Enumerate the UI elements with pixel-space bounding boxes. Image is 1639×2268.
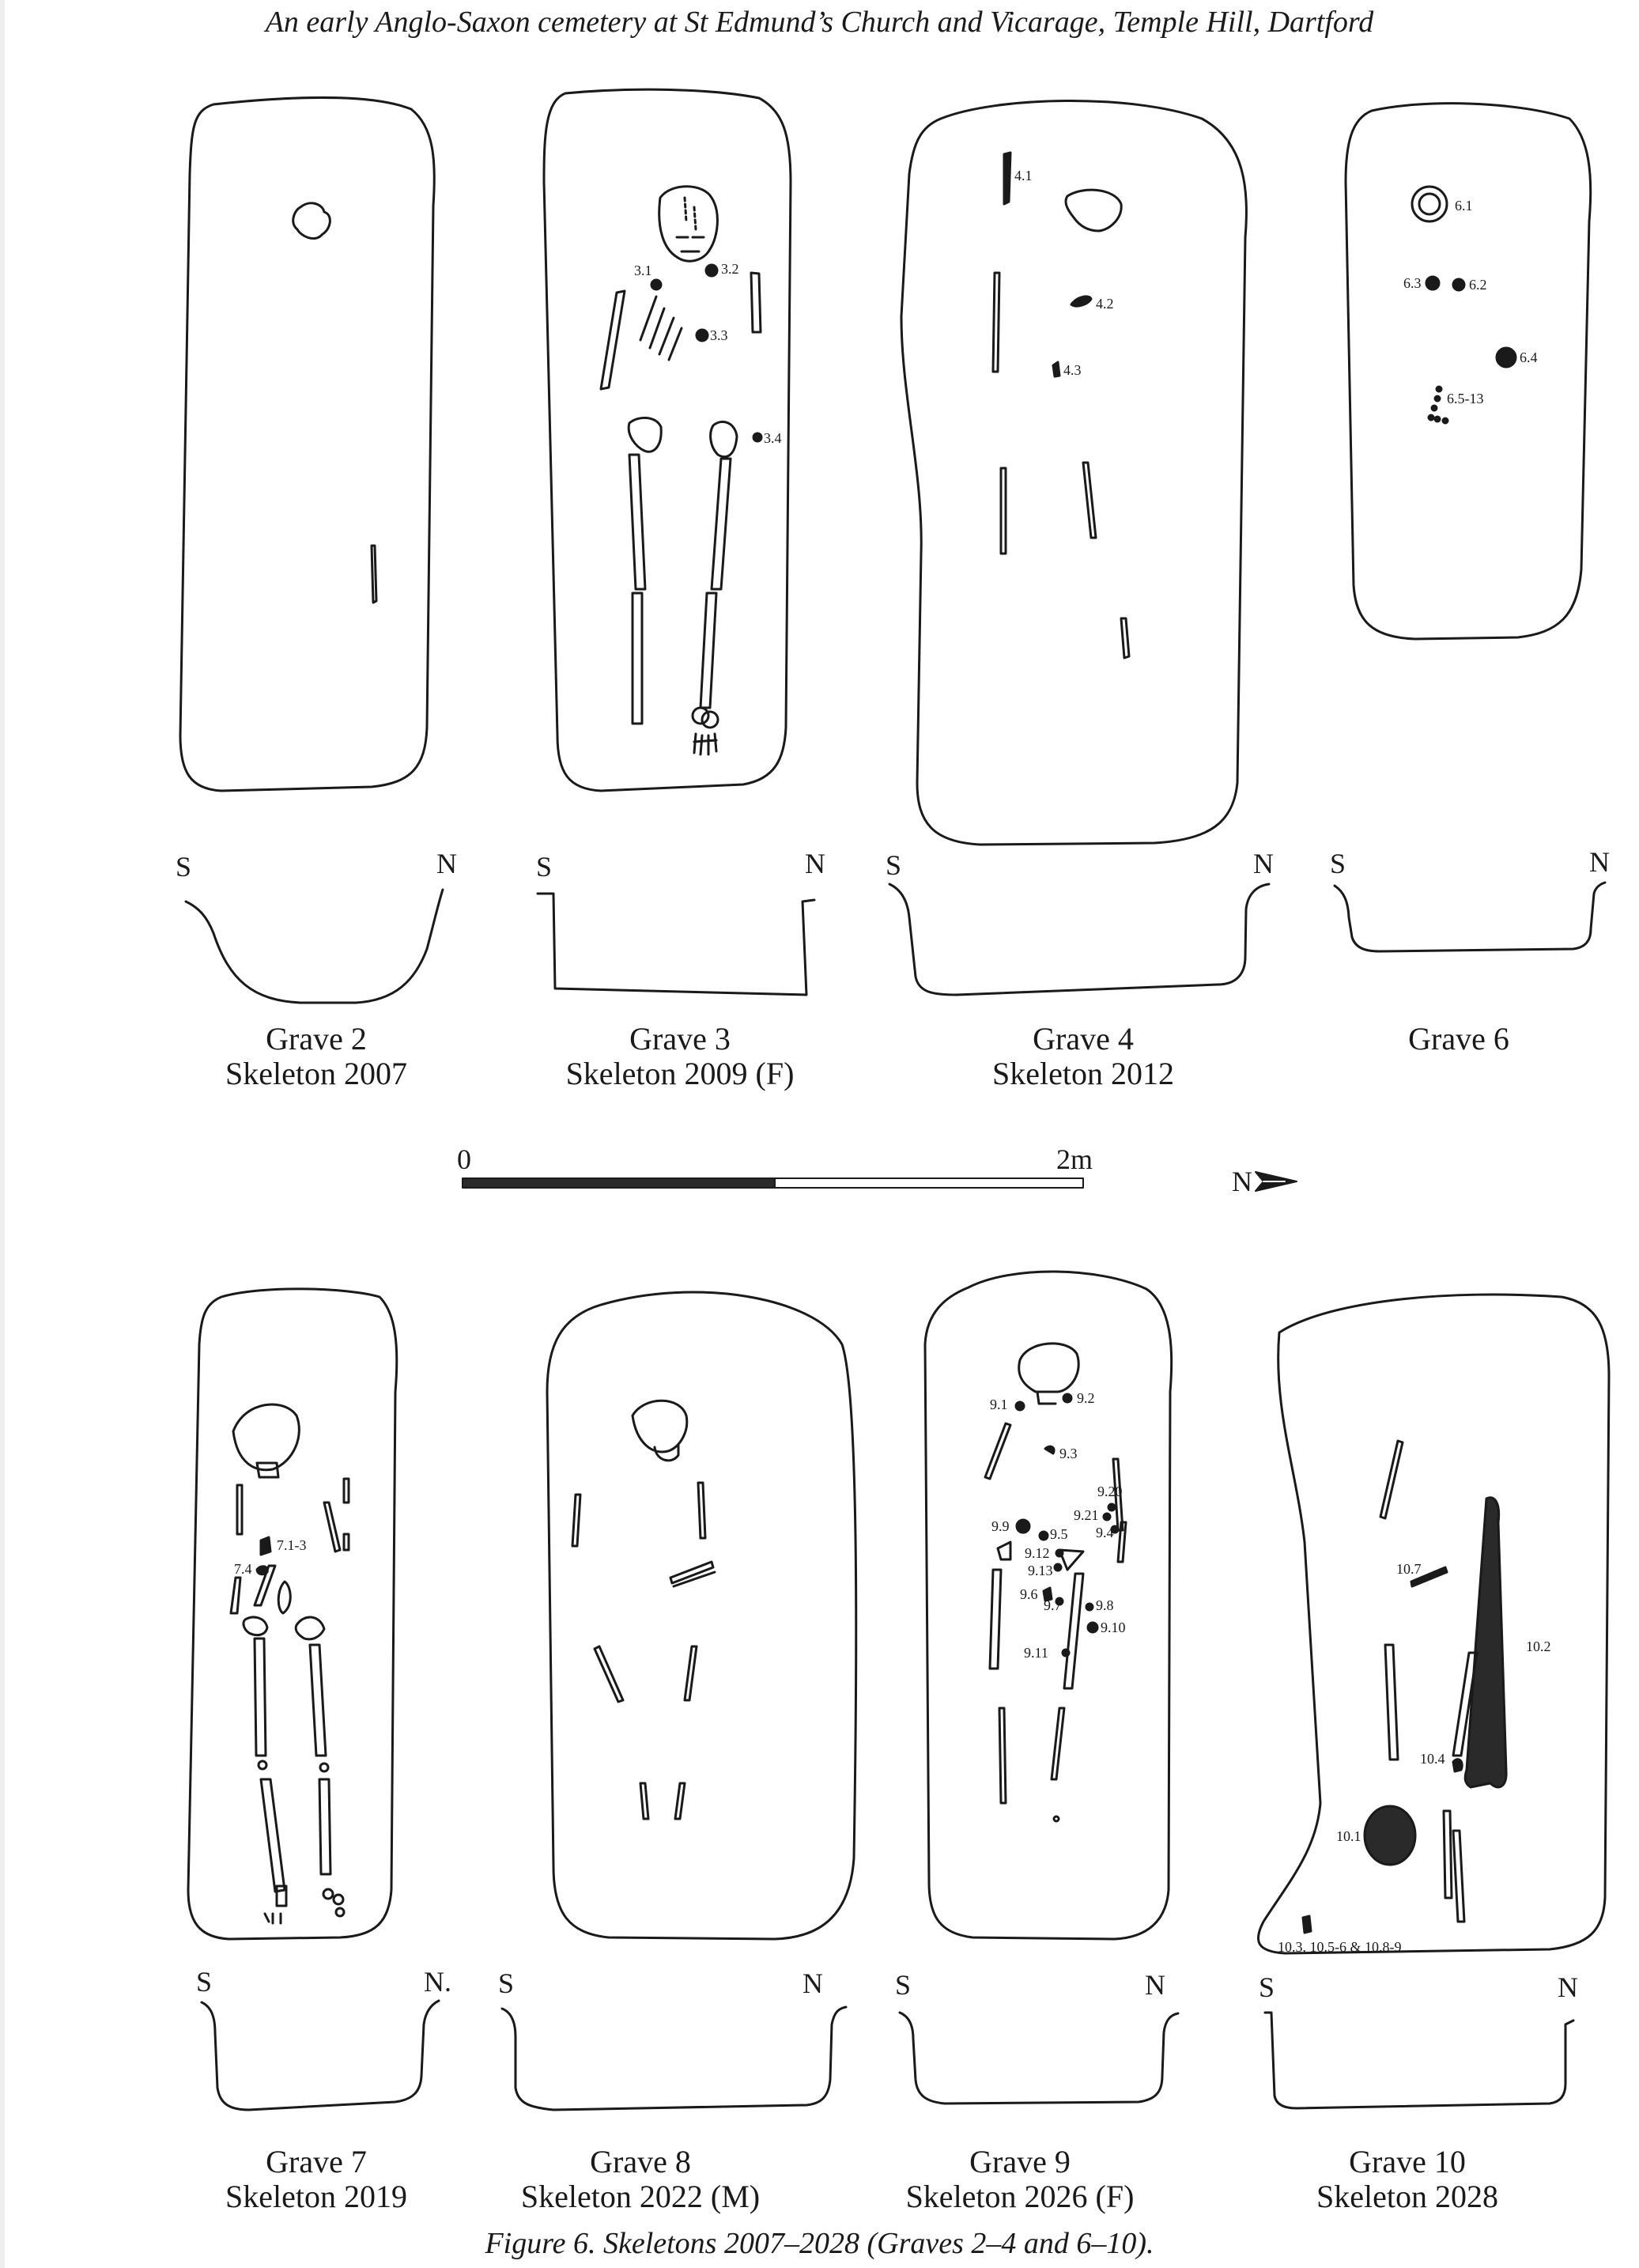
grave-8-label — [506, 2145, 775, 2214]
grave-9-find-9-8 — [1086, 1604, 1093, 1610]
grave-9-find-label: 9.4 — [1096, 1525, 1114, 1540]
section-south-label: S — [196, 1966, 213, 1998]
grave-9-find-9-5 — [1040, 1532, 1048, 1540]
grave-4-find-4-3 — [1053, 362, 1059, 376]
grave-9-right-tibia — [1052, 1708, 1064, 1779]
grave-9-find-9-11 — [1063, 1650, 1069, 1656]
grave-9-find-label: 9.21 — [1074, 1507, 1099, 1523]
grave-7-bone — [344, 1479, 349, 1503]
scale-bar-end-label: 2m — [1056, 1143, 1093, 1175]
scale-bar-start-label: 0 — [457, 1143, 471, 1175]
grave-4-bone — [1121, 618, 1129, 658]
grave-10-find-label: 10.4 — [1420, 1751, 1445, 1767]
grave-9-right-femur — [1064, 1574, 1083, 1688]
grave-8-bone — [572, 1495, 580, 1546]
grave-4-find-label: 4.1 — [1014, 168, 1033, 183]
grave-7-skeleton: Skeleton 2019 — [225, 2179, 407, 2214]
grave-3-label — [546, 1022, 814, 1091]
grave-9-find-9-3 — [1045, 1446, 1054, 1453]
grave-3-find-3-2 — [706, 265, 717, 276]
grave-9-bone — [985, 1423, 1010, 1479]
grave-10-label — [1289, 2145, 1526, 2214]
grave-2-name: Grave 2 — [266, 1021, 367, 1057]
grave-8-bone — [595, 1646, 623, 1702]
grave-4-bone — [1001, 468, 1006, 554]
grave-4-skeleton: Skeleton 2012 — [992, 1056, 1174, 1091]
grave-7-find-label: 7.1-3 — [277, 1537, 307, 1553]
grave-8-bone — [685, 1646, 697, 1700]
north-arrow-label: N — [1232, 1166, 1252, 1197]
grave-9-find-label: 9.20 — [1097, 1484, 1123, 1499]
figure-caption: Figure 6. Skeletons 2007–2028 (Graves 2–4 and 6–10). — [485, 2227, 1154, 2260]
grave-8-plan — [547, 1292, 856, 1939]
grave-9-name: Grave 9 — [969, 2144, 1071, 2179]
section-south-label: S — [1259, 1971, 1275, 2003]
grave-8-bone — [675, 1783, 685, 1819]
section-north-label: N — [803, 1967, 823, 1999]
grave-4-label — [957, 1022, 1210, 1091]
grave-7-label — [198, 2145, 435, 2214]
section-north-label: N — [1253, 848, 1274, 879]
section-north-label: N — [805, 848, 825, 879]
grave-9-find-label: 9.3 — [1059, 1446, 1078, 1461]
grave-9-find-9-13 — [1055, 1564, 1061, 1571]
grave-2-bone — [372, 546, 376, 603]
grave-3-skull — [659, 187, 718, 261]
section-south-label: S — [498, 1967, 515, 1999]
grave-3-right-humerus — [751, 273, 761, 332]
grave-6-find-label: 6.1 — [1455, 198, 1473, 214]
grave-2-skeleton: Skeleton 2007 — [225, 1056, 407, 1091]
grave-10-find-10-4 — [1453, 1760, 1462, 1771]
grave-9-find-9-9 — [1017, 1520, 1029, 1533]
grave-9-find-label: 9.5 — [1050, 1526, 1068, 1542]
grave-10-find-label: 10.3, 10.5-6 & 10.8-9 — [1278, 1939, 1402, 1955]
grave-9-find-label: 9.7 — [1044, 1597, 1062, 1613]
grave-3-right-pelvis — [711, 421, 737, 456]
grave-9-left-tibia — [999, 1708, 1006, 1803]
grave-3-find-label: 3.1 — [634, 263, 652, 278]
section-south-label: S — [895, 1969, 912, 2001]
grave-6-name: Grave 6 — [1408, 1021, 1509, 1057]
grave-10-find-label: 10.2 — [1526, 1639, 1551, 1654]
grave-10-find-10-3-group — [1303, 1916, 1311, 1933]
grave-6-find-label: 6.4 — [1520, 350, 1538, 365]
grave-6-find-6-4 — [1497, 348, 1516, 367]
grave-4-find-label: 4.2 — [1096, 296, 1114, 312]
grave-10-bone — [1453, 1831, 1464, 1922]
grave-7-skull — [233, 1404, 299, 1470]
grave-4-find-label: 4.3 — [1063, 362, 1082, 378]
section-south-label: S — [176, 851, 192, 883]
grave-6-section — [1335, 883, 1605, 951]
grave-9-find-9-1 — [1016, 1402, 1024, 1410]
grave-9-find-label: 9.2 — [1077, 1390, 1095, 1406]
grave-7-section — [202, 2001, 439, 2110]
grave-8-skull — [633, 1400, 687, 1452]
grave-9-find-9-12 — [1056, 1550, 1063, 1556]
grave-10-bone — [1380, 1441, 1403, 1518]
grave-3-name: Grave 3 — [629, 1021, 731, 1057]
grave-3-find-3-3 — [697, 330, 708, 341]
grave-10-section — [1265, 2013, 1573, 2108]
grave-6-find-6-3 — [1426, 277, 1439, 289]
grave-3-left-femur — [629, 455, 645, 589]
grave-9-skeleton: Skeleton 2026 (F) — [905, 2179, 1135, 2214]
section-north-label: N — [1145, 1969, 1165, 2001]
grave-10-skeleton: Skeleton 2028 — [1316, 2179, 1498, 2214]
grave-7-find-7-1-3 — [261, 1537, 270, 1555]
grave-3-skeleton: Skeleton 2009 (F) — [565, 1056, 795, 1091]
grave-8-section — [502, 2007, 846, 2110]
grave-6-find-6-1 — [1412, 187, 1447, 221]
grave-9-label — [886, 2145, 1154, 2214]
grave-9-skull — [1019, 1344, 1079, 1392]
grave-3-find-label: 3.3 — [710, 327, 728, 343]
grave-9-find-9-2 — [1063, 1394, 1071, 1402]
grave-3-ribs — [640, 297, 682, 360]
grave-7-bone — [278, 1582, 290, 1613]
grave-9-find-9-21 — [1104, 1514, 1110, 1520]
section-south-label: S — [536, 851, 553, 883]
grave-9-section — [900, 2013, 1178, 2104]
grave-6-find-label: 6.3 — [1403, 275, 1422, 291]
grave-2-plan — [180, 97, 434, 791]
grave-9-pelvis — [998, 1542, 1010, 1559]
grave-4-find-4-1 — [1004, 153, 1010, 204]
grave-7-bone — [237, 1485, 242, 1534]
grave-10-find-10-2 — [1465, 1498, 1506, 1787]
grave-9-find-9-10 — [1088, 1623, 1097, 1632]
grave-9-find-label: 9.12 — [1025, 1545, 1050, 1561]
grave-4-plan — [901, 100, 1246, 845]
grave-10-find-label: 10.1 — [1336, 1828, 1361, 1844]
grave-7-bone — [344, 1534, 349, 1550]
grave-8-name: Grave 8 — [590, 2144, 691, 2179]
section-north-label: N. — [424, 1966, 451, 1998]
grave-3-plan — [544, 89, 791, 791]
grave-10-find-10-1 — [1365, 1806, 1415, 1865]
grave-9-find-label: 9.1 — [990, 1397, 1008, 1412]
grave-2-section — [186, 890, 443, 1003]
grave-8-bone — [640, 1783, 648, 1819]
grave-4-skull-fragment — [1066, 190, 1121, 231]
grave-7-bone — [231, 1578, 240, 1613]
grave-4-bone — [993, 273, 999, 372]
grave-10-find-label: 10.7 — [1396, 1561, 1422, 1577]
grave-3-find-label: 3.4 — [764, 430, 782, 446]
grave-3-left-tibia — [633, 593, 642, 724]
grave-9-find-label: 9.8 — [1096, 1597, 1114, 1613]
section-north-label: N — [436, 848, 457, 879]
grave-4-section — [889, 884, 1269, 995]
grave-9-find-9-20 — [1108, 1504, 1115, 1510]
grave-9-find-label: 9.13 — [1028, 1563, 1053, 1578]
scale-bar — [463, 1178, 1083, 1188]
grave-9-find-label: 9.10 — [1101, 1620, 1126, 1635]
grave-7-bone — [324, 1503, 340, 1552]
grave-7-right-femur — [310, 1645, 326, 1756]
north-arrow-icon — [1256, 1172, 1297, 1191]
grave-6-plan — [1346, 104, 1591, 639]
grave-7-left-femur — [255, 1639, 266, 1756]
grave-7-find-label: 7.4 — [234, 1561, 252, 1577]
grave-3-left-pelvis — [629, 418, 661, 452]
grave-7-plan — [188, 1289, 397, 1939]
grave-9-find-label: 9.11 — [1024, 1645, 1048, 1661]
grave-10-bone — [1444, 1811, 1452, 1898]
grave-6-find-6-2 — [1453, 279, 1464, 290]
grave-7-left-pelvis — [244, 1617, 267, 1635]
running-header: An early Anglo-Saxon cemetery at St Edmund’s Church and Vicarage, Temple Hill, Dartford — [265, 6, 1374, 39]
grave-3-section — [538, 894, 814, 995]
grave-6-find-label: 6.5-13 — [1447, 391, 1484, 406]
grave-8-skeleton: Skeleton 2022 (M) — [520, 2179, 761, 2214]
grave-3-right-tibia — [701, 593, 716, 708]
grave-4-name: Grave 4 — [1033, 1021, 1134, 1057]
section-north-label: N — [1589, 846, 1610, 878]
grave-6-find-label: 6.2 — [1469, 277, 1487, 293]
section-south-label: S — [1330, 848, 1346, 879]
grave-3-find-3-1 — [651, 280, 661, 289]
grave-7-right-tibia — [319, 1779, 330, 1874]
grave-2-label — [198, 1022, 435, 1091]
grave-3-find-3-4 — [753, 433, 761, 441]
grave-6-find-6-5-13 — [1429, 387, 1448, 423]
grave-9-left-femur — [990, 1570, 1001, 1669]
grave-6-label — [1360, 1022, 1558, 1057]
grave-4-find-4-2 — [1071, 297, 1091, 306]
section-north-label: N — [1558, 1971, 1578, 2003]
grave-2-skull-fragment — [293, 203, 330, 239]
grave-8-bone — [698, 1483, 705, 1538]
grave-3-right-femur — [712, 459, 731, 589]
grave-9-find-label: 9.6 — [1020, 1586, 1038, 1602]
grave-10-name: Grave 10 — [1349, 2144, 1466, 2179]
grave-7-right-pelvis — [296, 1617, 324, 1639]
grave-10-bone — [1385, 1645, 1398, 1760]
grave-7-name: Grave 7 — [266, 2144, 367, 2179]
grave-7-left-tibia — [261, 1779, 285, 1892]
grave-10-plan — [1258, 1295, 1609, 1953]
grave-4-bone — [1083, 463, 1096, 538]
grave-9-find-label: 9.9 — [991, 1518, 1010, 1534]
section-south-label: S — [886, 849, 902, 881]
grave-3-find-label: 3.2 — [721, 261, 739, 277]
grave-3-left-humerus — [601, 291, 625, 389]
